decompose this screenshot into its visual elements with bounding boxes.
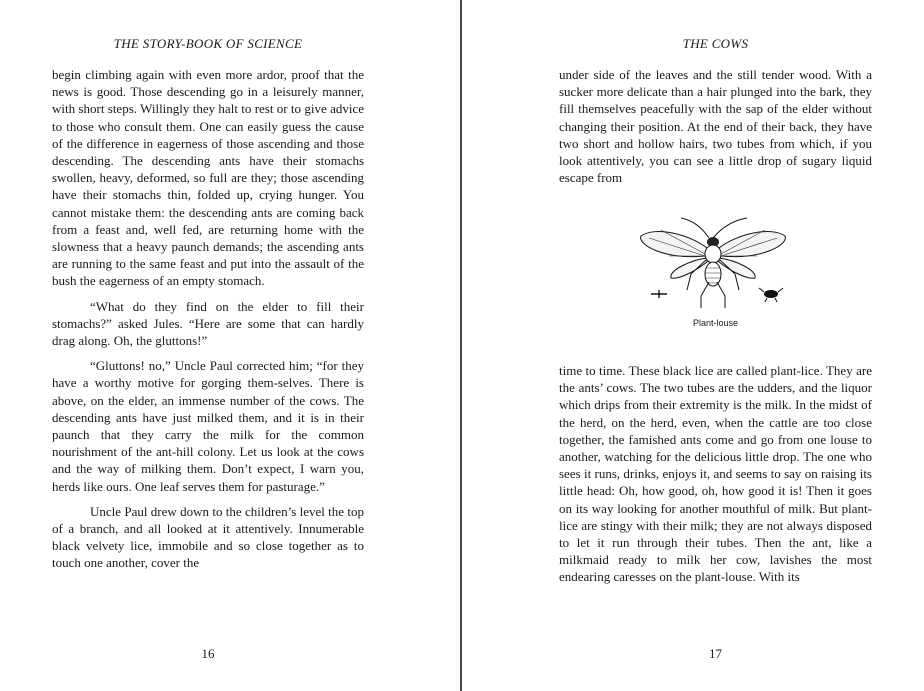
left-page: [52, 0, 364, 691]
left-page-number: 16: [201, 646, 215, 661]
left-page-text: [52, 66, 364, 572]
left-paragraph-4: Uncle Paul drew down to the children’s level the top of a branch, and all looked at it attentively. Innumerable black velvety lice, immobile and so close together as to touch one another, cover the: [52, 503, 364, 571]
left-running-head: THE STORY-BOOK OF SCIENCE: [113, 36, 303, 51]
right-page: [559, 0, 872, 691]
left-paragraph-3: “Gluttons! no,” Uncle Paul corrected him; “for they have a worthy motive for gorging them-selves. There is above, on the elder, an immense number of the cows. The descending ants have just milked them, and it is in their paunch that they carry the milk for the common nourishment of the ant-hill colony. Let us look at the cows and the way of milking them. Don’t expect, I warn you, herds like ours. One leaf serves them for pasturage.”: [52, 358, 364, 494]
book-gutter: [460, 0, 462, 691]
right-paragraph-bottom: time to time. These black lice are called plant-lice. They are the ants’ cows. The two tubes are the udders, and the liquor which drips from their extremity is the milk. In the midst of the herd, on the herd, even, when the cattle are too close together, the famished ants come and go from one louse to another, watching for the delicious little drop. The one who sees it runs, drinks, enjoys it, and seems to say on raising its little head: Oh, how good, oh, how good it is! Then it goes on its way looking for another mouthful of milk. But plant-lice are stingy with their milk; they are not always disposed to let it run through their tubes. Then the ant, like a milkmaid ready to milk her cow, lavishes the most endearing caresses on the plant-louse. With its: [559, 363, 872, 585]
right-running-head: THE COWS: [682, 36, 749, 51]
plant-louse-illustration: [639, 216, 789, 312]
right-page-text-bottom: [559, 362, 872, 586]
right-paragraph-top: under side of the leaves and the still tender wood. With a sucker more delicate than a hair plunged into the bark, they fill themselves peacefully with the sap of the elder without changing their position. At the end of their back, they have two short and hollow hairs, two tubes from which, if you look attentively, you can see a little drop of sugary liquid escape from: [559, 67, 872, 186]
right-page-text-top: [559, 66, 872, 186]
figure-caption: Plant-louse: [692, 318, 739, 328]
plant-louse-figure: [559, 216, 872, 336]
left-paragraph-1: begin climbing again with even more ardor, proof that the news is good. Those descending go in a leisurely manner, with short steps. Willingly they halt to rest or to give advice to those who consult them. One can easily guess the cause of the difference in eagerness of those ascending and those descending. The descending ants have their stomachs swollen, heavy, deformed, so full are they; those ascending have their stomachs thin, folded up, crying hunger. You cannot mistake them: the descending ants are coming back from a feast and, well fed, are returning home with the slowness that a heavy paunch demands; the ascending ants are running to the same feast and put into the assault of the bush the eagerness of an empty stomach.: [52, 67, 364, 289]
left-paragraph-2: “What do they find on the elder to fill their stomachs?” asked Jules. “Here are some that can hardly drag along. Oh, the gluttons!”: [52, 298, 364, 349]
right-page-number: 17: [709, 646, 722, 661]
